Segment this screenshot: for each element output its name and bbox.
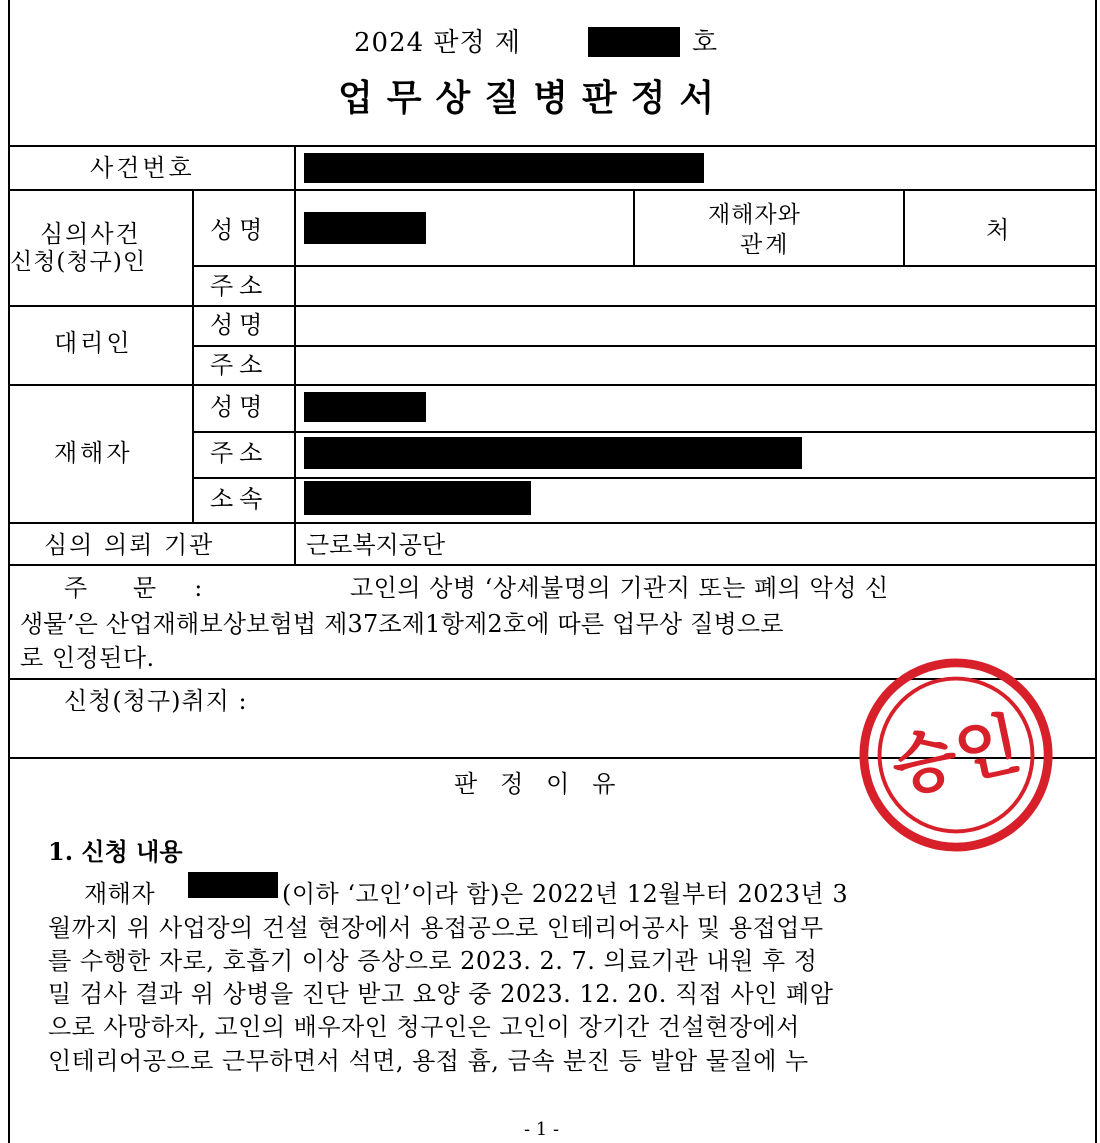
redacted-victim-affiliation xyxy=(304,481,531,515)
agent-address-label: 주소 xyxy=(210,351,269,379)
redacted-case-number xyxy=(304,153,704,183)
body-line-4: 밀 검사 결과 위 상병을 진단 받고 요양 중 2023. 12. 20. 직접 사인 폐암 xyxy=(48,980,834,1008)
rule-line xyxy=(633,189,635,265)
redacted-victim-name-body xyxy=(188,872,278,898)
rule-line xyxy=(8,384,1097,386)
applicant-address-label: 주소 xyxy=(210,272,269,300)
rule-line xyxy=(8,305,1097,307)
document-title: 업무상질병판정서 xyxy=(338,77,729,119)
rule-line xyxy=(903,189,905,265)
approval-stamp-text: 승인 xyxy=(885,703,1028,808)
page-number: - 1 - xyxy=(524,1119,560,1140)
rule-line xyxy=(8,189,1097,191)
redacted-victim-name xyxy=(304,392,426,422)
body-line-5: 으로 사망하자, 고인의 배우자인 청구인은 고인이 장기간 건설현장에서 xyxy=(48,1013,800,1041)
decision-line-2: 생물’은 산업재해보상보험법 제37조제1항제2호에 따른 업무상 질병으로 xyxy=(20,610,784,638)
agency-label: 심의 의뢰 기관 xyxy=(44,531,215,559)
approval-stamp-icon xyxy=(840,639,1072,871)
agent-name-label: 성명 xyxy=(210,311,269,339)
reasons-title: 판 정 이 유 xyxy=(454,770,616,798)
decision-label: 주 문 : xyxy=(64,574,203,602)
rule-line xyxy=(192,345,1097,347)
body-line-1: (이하 ‘고인’이라 함)은 2022년 12월부터 2023년 3 xyxy=(282,880,849,908)
rule-line xyxy=(192,265,1097,267)
applicant-name-label: 성명 xyxy=(210,216,269,244)
redacted-ruling-number xyxy=(588,27,680,57)
rule-line xyxy=(8,145,1097,147)
body-line-2: 월까지 위 사업장의 건설 현장에서 용접공으로 인테리어공사 및 용접업무 xyxy=(48,914,824,942)
rule-line xyxy=(192,477,1097,479)
body-line-1-prefix: 재해자 xyxy=(84,880,156,908)
applicant-label-line1: 심의사건 xyxy=(40,220,141,248)
agency-value: 근로복지공단 xyxy=(306,531,446,559)
rule-line xyxy=(8,522,1097,524)
case-number-label: 사건번호 xyxy=(90,154,195,182)
decision-line-3: 로 인정된다. xyxy=(20,644,155,672)
rule-line xyxy=(192,431,1097,433)
applicant-label-line2: 신청(청구)인 xyxy=(10,249,147,275)
victim-name-label: 성명 xyxy=(210,393,269,421)
decision-line-1: 고인의 상병 ‘상세불명의 기관지 또는 폐의 악성 신 xyxy=(350,574,889,602)
relation-label-line1: 재해자와 xyxy=(708,202,801,228)
redacted-applicant-name xyxy=(304,212,426,244)
section-heading: 1. 신청 내용 xyxy=(48,837,183,866)
relation-label-line2: 관계 xyxy=(740,232,791,258)
ruling-number-prefix: 2024 판정 제 xyxy=(354,28,522,58)
rule-line xyxy=(192,189,194,522)
ruling-number-suffix: 호 xyxy=(692,28,718,58)
agent-label: 대리인 xyxy=(54,329,133,357)
rule-line xyxy=(8,564,1097,566)
redacted-victim-address xyxy=(304,437,802,469)
rule-line xyxy=(294,145,296,564)
body-line-6: 인테리어공으로 근무하면서 석면, 용접 흄, 금속 분진 등 발암 물질에 누 xyxy=(48,1047,809,1075)
body-line-3: 를 수행한 자로, 호흡기 이상 증상으로 2023. 2. 7. 의료기관 내원 후 정 xyxy=(48,947,818,975)
victim-label: 재해자 xyxy=(54,439,133,467)
victim-address-label: 주소 xyxy=(210,439,269,467)
relation-value: 처 xyxy=(986,216,1010,244)
victim-affiliation-label: 소속 xyxy=(210,485,269,513)
purpose-label: 신청(청구)취지 : xyxy=(64,687,248,715)
